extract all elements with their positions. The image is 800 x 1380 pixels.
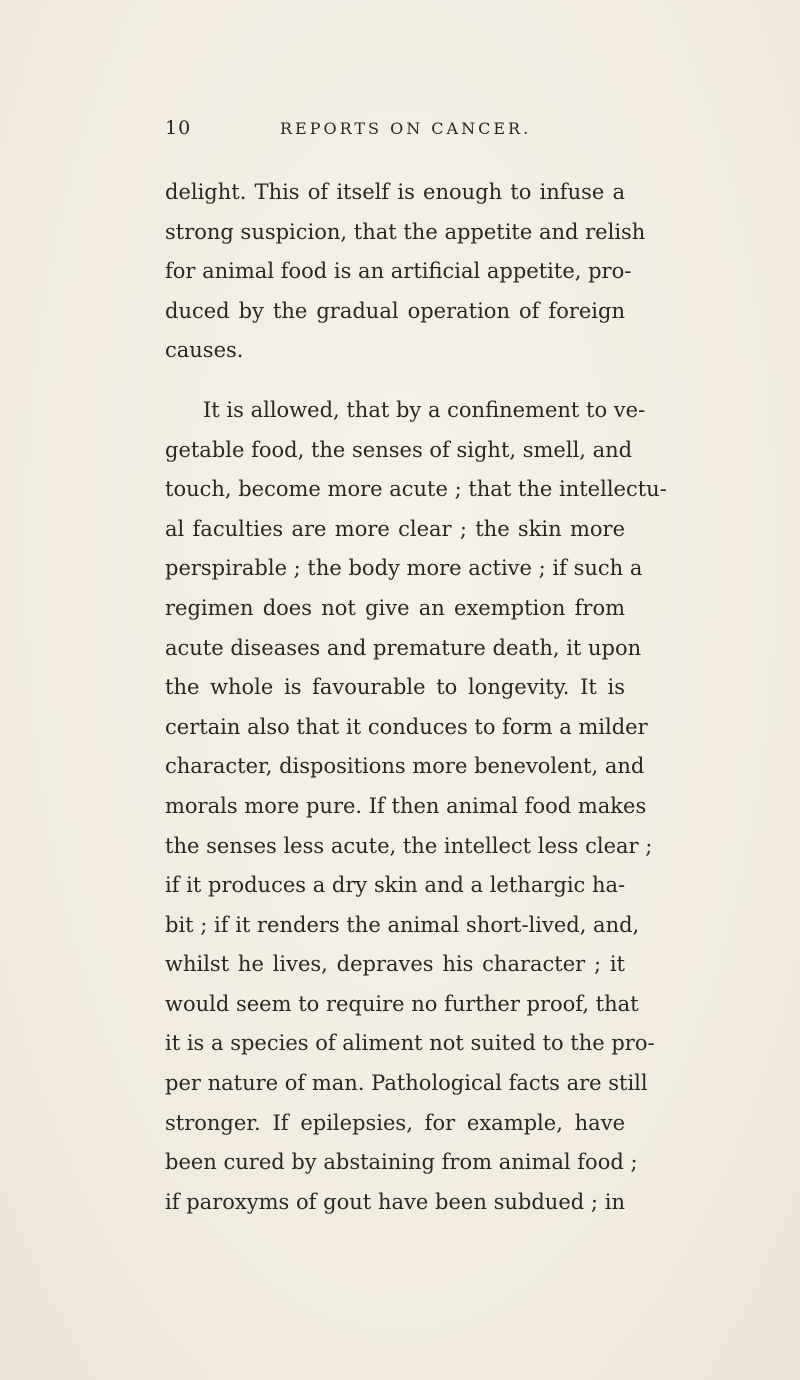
text-line: if it produces a dry skin and a lethargic ha- [165,873,626,898]
text-line: regimen does not give an exemption from [165,595,625,620]
page-number: 10 [165,117,192,139]
text-line: it is a species of aliment not suited to the pro- [165,1031,655,1056]
text-line: strong suspicion, that the appetite and relish [165,219,646,244]
body-text [165,173,667,1222]
text-line: duced by the gradual operation of foreign [165,298,625,323]
text-line: if paroxyms of gout have been subdued ; in [165,1189,625,1214]
text-line: the whole is favourable to longevity. It is [165,675,625,700]
text-line: for animal food is an artificial appetite, pro- [165,259,632,284]
text-line: It is allowed, that by a confinement to ve- [203,397,646,422]
text-line: would seem to require no further proof, that [165,991,639,1016]
text-line: bit ; if it renders the animal short-lived, and, [165,912,640,937]
page-header [165,117,625,147]
paragraph [165,173,646,371]
text-line: causes. [165,338,244,363]
text-line: certain also that it conduces to form a milder [165,714,648,739]
running-head: REPORTS ON CANCER. [280,119,532,138]
text-line: al faculties are more clear ; the skin more [165,516,625,541]
text-line: touch, become more acute ; that the intellectu- [165,477,667,502]
text-line: the senses less acute, the intellect less clear ; [165,833,653,858]
text-line: getable food, the senses of sight, smell, and [165,437,633,462]
text-line: character, dispositions more benevolent, and [165,754,645,779]
text-line: acute diseases and premature death, it upon [165,635,642,660]
text-line: been cured by abstaining from animal food ; [165,1150,638,1175]
text-line: whilst he lives, depraves his character ; it [165,952,625,977]
text-line: stronger. If epilepsies, for example, have [165,1110,625,1135]
text-line: morals more pure. If then animal food makes [165,793,647,818]
text-line: perspirable ; the body more active ; if such a [165,556,643,581]
text-line: per nature of man. Pathological facts are still [165,1071,648,1096]
paragraph-gap [165,371,625,391]
text-line: delight. This of itself is enough to infuse a [165,180,625,204]
paragraph [165,391,667,1222]
